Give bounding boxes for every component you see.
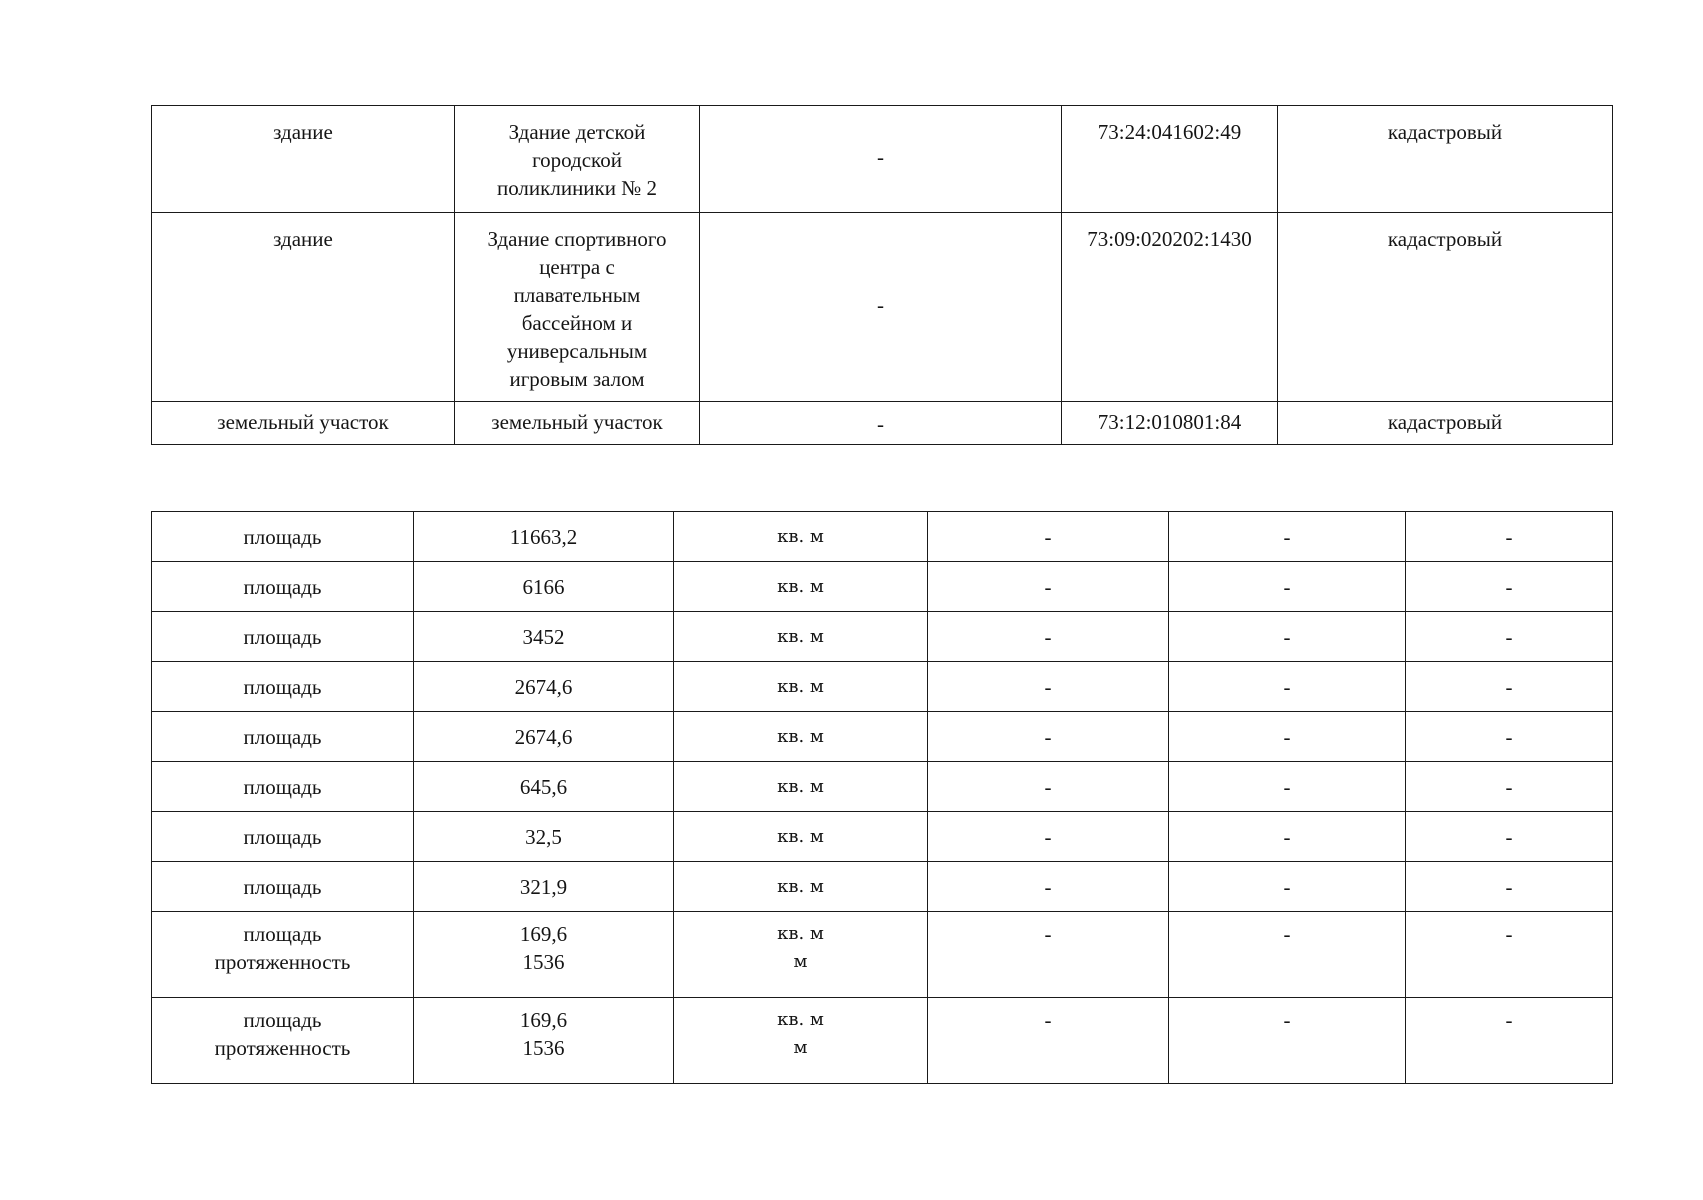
empty-dash-cell: - [1169, 662, 1406, 712]
object-number-type-cell: кадастровый [1278, 402, 1613, 445]
parameter-cell-line: площадь [243, 874, 322, 899]
unit-cell [674, 812, 928, 862]
unit-cell-line: кв. м [777, 923, 824, 944]
value-cell [414, 712, 674, 762]
parameter-cell [152, 512, 414, 562]
parameter-cell [152, 612, 414, 662]
parameter-cell-line: площадь [243, 574, 322, 599]
value-cell-line: 169,6 [519, 1008, 568, 1032]
table-row [152, 662, 1613, 712]
unit-cell-line: кв. м [777, 1009, 824, 1030]
empty-dash-cell: - [1406, 862, 1613, 912]
empty-dash-cell: - [1169, 712, 1406, 762]
value-cell-line: 321,9 [519, 874, 568, 899]
table-row [152, 106, 1613, 213]
unit-cell [674, 712, 928, 762]
unit-cell [674, 612, 928, 662]
unit-cell-line: м [793, 1037, 808, 1058]
object-extra-cell: - [700, 213, 1062, 402]
unit-cell-line: кв. м [777, 875, 824, 897]
empty-dash-cell: - [1169, 812, 1406, 862]
parameter-cell-line: площадь [243, 922, 322, 946]
unit-cell-line: кв. м [777, 675, 824, 697]
value-cell [414, 998, 674, 1084]
empty-dash-cell: - [1406, 612, 1613, 662]
table-row [152, 862, 1613, 912]
unit-cell [674, 512, 928, 562]
object-type-cell: здание [152, 213, 455, 402]
empty-dash-cell: - [928, 712, 1169, 762]
empty-dash-cell: - [928, 562, 1169, 612]
table-row [152, 612, 1613, 662]
empty-dash-cell: - [1406, 762, 1613, 812]
object-number-type-cell: кадастровый [1278, 106, 1613, 213]
object-name-line: земельный участок [491, 410, 663, 434]
value-cell-line: 6166 [522, 574, 565, 599]
value-cell-line: 11663,2 [509, 524, 578, 549]
parameter-cell-line: протяженность [214, 1036, 351, 1060]
empty-dash-cell: - [1406, 712, 1613, 762]
unit-cell-line: кв. м [777, 575, 824, 597]
object-name-cell [455, 213, 700, 402]
parameter-cell-line: площадь [243, 774, 322, 799]
object-name-cell [455, 402, 700, 445]
object-name-line: универсальным [506, 339, 648, 363]
value-cell [414, 862, 674, 912]
empty-dash-cell: - [1406, 812, 1613, 862]
value-cell-line: 1536 [522, 950, 565, 974]
table-row [152, 402, 1613, 445]
parameter-cell [152, 998, 414, 1084]
unit-cell-line: м [793, 951, 808, 972]
empty-dash-cell: - [1406, 562, 1613, 612]
value-cell-line: 3452 [522, 624, 565, 649]
unit-cell [674, 562, 928, 612]
parameter-cell [152, 912, 414, 998]
object-number-cell: 73:09:020202:1430 [1062, 213, 1278, 402]
empty-dash-cell: - [928, 812, 1169, 862]
table-row [152, 762, 1613, 812]
empty-dash-cell: - [928, 862, 1169, 912]
unit-cell [674, 998, 928, 1084]
objects-table [151, 105, 1613, 445]
unit-cell [674, 912, 928, 998]
empty-dash-cell: - [1406, 512, 1613, 562]
unit-cell [674, 862, 928, 912]
object-type-cell: здание [152, 106, 455, 213]
table-row [152, 562, 1613, 612]
parameter-cell-line: площадь [243, 1008, 322, 1032]
table-row [152, 512, 1613, 562]
unit-cell-line: кв. м [777, 625, 824, 647]
empty-dash-cell: - [1169, 998, 1406, 1084]
table-row [152, 213, 1613, 402]
measures-table [151, 511, 1613, 1084]
object-extra-cell: - [700, 106, 1062, 213]
empty-dash-cell: - [1169, 862, 1406, 912]
unit-cell-line: кв. м [777, 525, 824, 547]
value-cell-line: 2674,6 [514, 674, 573, 699]
empty-dash-cell: - [928, 762, 1169, 812]
object-name-line: плавательным [513, 283, 641, 307]
object-number-type-cell: кадастровый [1278, 213, 1613, 402]
value-cell [414, 762, 674, 812]
value-cell-line: 32,5 [525, 824, 562, 849]
table-row [152, 812, 1613, 862]
parameter-cell [152, 762, 414, 812]
value-cell [414, 912, 674, 998]
value-cell-line: 1536 [522, 1036, 565, 1060]
value-cell [414, 562, 674, 612]
object-number-cell: 73:24:041602:49 [1062, 106, 1278, 213]
empty-dash-cell: - [928, 612, 1169, 662]
parameter-cell-line: протяженность [214, 950, 351, 974]
parameter-cell-line: площадь [243, 624, 322, 649]
empty-dash-cell: - [1406, 998, 1613, 1084]
object-name-line: Здание спортивного [487, 227, 667, 251]
empty-dash-cell: - [1169, 912, 1406, 998]
parameter-cell [152, 562, 414, 612]
table-row [152, 912, 1613, 998]
parameter-cell-line: площадь [243, 724, 322, 749]
value-cell-line: 169,6 [519, 922, 568, 946]
parameter-cell-line: площадь [243, 674, 322, 699]
object-type-cell: земельный участок [152, 402, 455, 445]
parameter-cell [152, 712, 414, 762]
table-row [152, 998, 1613, 1084]
empty-dash-cell: - [1406, 662, 1613, 712]
object-name-line: Здание детской [508, 120, 646, 144]
parameter-cell-line: площадь [243, 524, 322, 549]
unit-cell-line: кв. м [777, 725, 824, 747]
unit-cell-line: кв. м [777, 825, 824, 847]
empty-dash-cell: - [928, 512, 1169, 562]
object-name-cell [455, 106, 700, 213]
parameter-cell-line: площадь [243, 824, 322, 849]
unit-cell [674, 762, 928, 812]
value-cell-line: 645,6 [519, 774, 568, 799]
empty-dash-cell: - [1169, 562, 1406, 612]
object-name-line: центра с [539, 255, 615, 279]
object-extra-cell: - [700, 402, 1062, 445]
object-name-line: бассейном и [521, 311, 633, 335]
value-cell-line: 2674,6 [514, 724, 573, 749]
object-name-line: городской [532, 148, 622, 172]
empty-dash-cell: - [1406, 912, 1613, 998]
parameter-cell [152, 862, 414, 912]
unit-cell-line: кв. м [777, 775, 824, 797]
object-number-cell: 73:12:010801:84 [1062, 402, 1278, 445]
empty-dash-cell: - [928, 662, 1169, 712]
unit-cell [674, 662, 928, 712]
parameter-cell [152, 812, 414, 862]
value-cell [414, 662, 674, 712]
object-name-line: поликлиники № 2 [496, 176, 658, 200]
empty-dash-cell: - [928, 912, 1169, 998]
parameter-cell [152, 662, 414, 712]
empty-dash-cell: - [928, 998, 1169, 1084]
empty-dash-cell: - [1169, 512, 1406, 562]
value-cell [414, 612, 674, 662]
empty-dash-cell: - [1169, 762, 1406, 812]
empty-dash-cell: - [1169, 612, 1406, 662]
value-cell [414, 512, 674, 562]
table-row [152, 712, 1613, 762]
object-name-line: игровым залом [509, 367, 645, 391]
value-cell [414, 812, 674, 862]
